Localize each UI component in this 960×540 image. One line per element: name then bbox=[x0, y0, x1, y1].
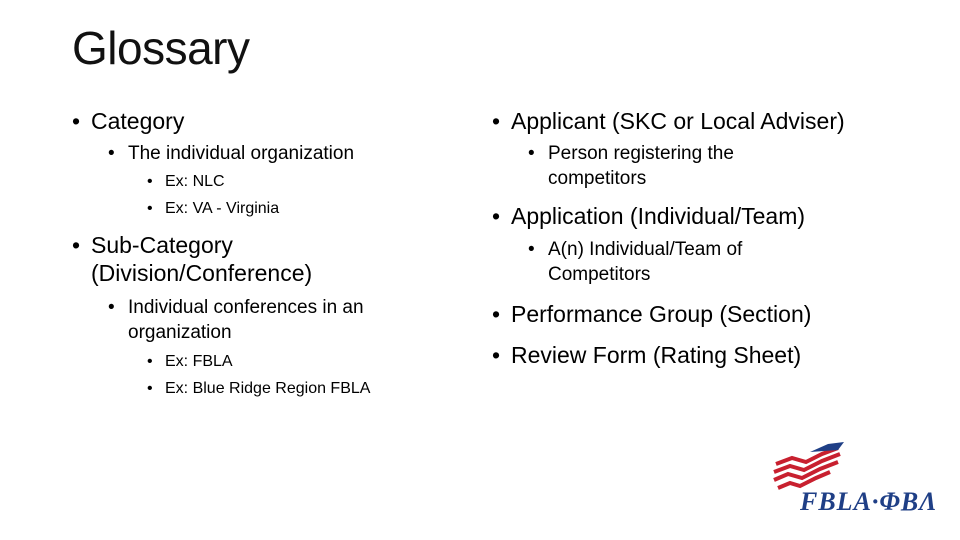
example-text: Ex: Blue Ridge Region FBLA bbox=[165, 380, 371, 397]
term-description bbox=[528, 141, 734, 191]
term-label-line1: Sub-Category bbox=[91, 232, 233, 258]
logo-text: FBLA·ΦΒΛ bbox=[800, 487, 938, 516]
term-description bbox=[108, 295, 364, 345]
fbla-logo bbox=[770, 440, 938, 520]
term-label: Review Form (Rating Sheet) bbox=[511, 342, 802, 368]
term-description bbox=[108, 141, 354, 166]
term-label: Application (Individual/Team) bbox=[511, 203, 806, 229]
example-item bbox=[147, 351, 233, 373]
bullet: • bbox=[108, 297, 115, 318]
glossary-term-category bbox=[72, 107, 184, 135]
term-description bbox=[528, 237, 742, 287]
glossary-term-performance-group bbox=[492, 300, 811, 328]
description-text: The individual organization bbox=[128, 143, 355, 164]
glossary-term-application bbox=[492, 202, 805, 230]
bullet: • bbox=[147, 353, 153, 370]
description-line1: Individual conferences in an bbox=[128, 297, 364, 318]
description-line2: competitors bbox=[548, 168, 647, 189]
bullet: • bbox=[528, 143, 535, 164]
bullet: • bbox=[147, 200, 153, 217]
example-item bbox=[147, 198, 279, 220]
bullet: • bbox=[108, 143, 115, 164]
example-item bbox=[147, 378, 370, 400]
bullet: • bbox=[492, 301, 501, 327]
example-text: Ex: NLC bbox=[165, 173, 225, 190]
example-item bbox=[147, 171, 225, 193]
term-label: Performance Group (Section) bbox=[511, 301, 812, 327]
glossary-term-review-form bbox=[492, 341, 801, 369]
description-line1: Person registering the bbox=[548, 143, 734, 164]
bullet: • bbox=[72, 108, 81, 134]
bullet: • bbox=[72, 232, 81, 258]
bullet: • bbox=[492, 108, 501, 134]
bullet: • bbox=[528, 239, 535, 260]
description-line2: organization bbox=[128, 322, 232, 343]
example-text: Ex: FBLA bbox=[165, 353, 233, 370]
bullet: • bbox=[492, 342, 501, 368]
description-line2: Competitors bbox=[548, 264, 651, 285]
bullet: • bbox=[492, 203, 501, 229]
glossary-term-subcategory bbox=[72, 231, 312, 287]
bullet: • bbox=[147, 380, 153, 397]
glossary-term-applicant bbox=[492, 107, 845, 135]
bullet: • bbox=[147, 173, 153, 190]
term-label: Category bbox=[91, 108, 185, 134]
term-label: Applicant (SKC or Local Adviser) bbox=[511, 108, 845, 134]
example-text: Ex: VA - Virginia bbox=[165, 200, 280, 217]
description-line1: A(n) Individual/Team of bbox=[548, 239, 743, 260]
slide-title: Glossary bbox=[72, 22, 250, 74]
term-label-line2: (Division/Conference) bbox=[91, 260, 313, 286]
